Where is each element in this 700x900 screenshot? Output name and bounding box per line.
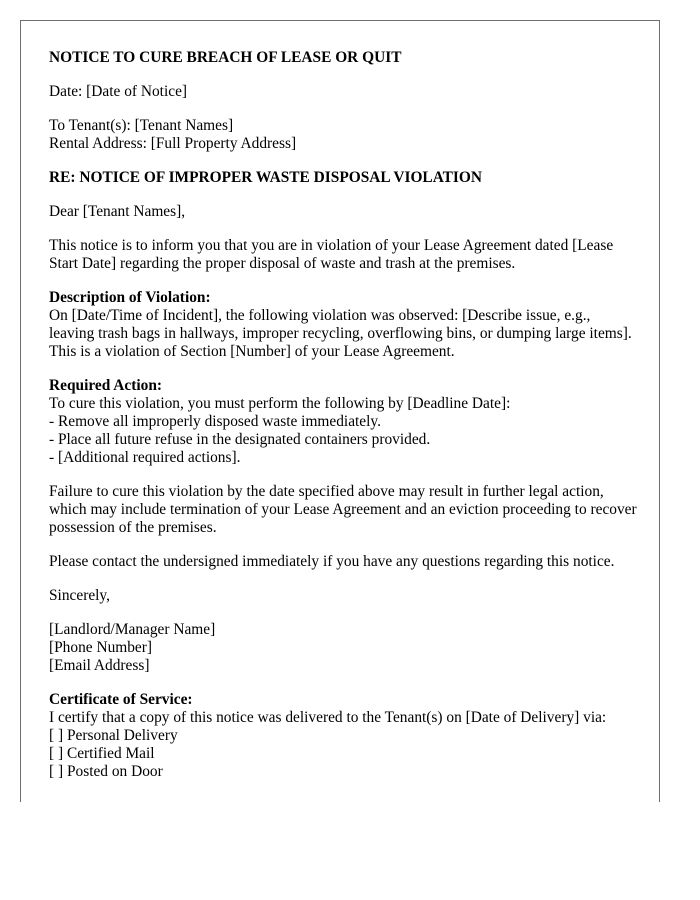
action-item: - Remove all improperly disposed waste immediately. bbox=[49, 413, 381, 430]
re-line: RE: NOTICE OF IMPROPER WASTE DISPOSAL VIOLATION bbox=[49, 169, 483, 186]
action-item: - [Additional required actions]. bbox=[49, 449, 241, 466]
failure-paragraph: Failure to cure this violation by the date specified above may result in further legal action, which may include termination of your Lease Agreement and an eviction proceeding to recover possession of the premises. bbox=[49, 483, 637, 536]
certificate-text: I certify that a copy of this notice was delivered to the Tenant(s) on [Date of Delivery] via: bbox=[49, 709, 607, 726]
required-action-intro: To cure this violation, you must perform the following by [Deadline Date]: bbox=[49, 395, 511, 412]
signature-name-line: [Landlord/Manager Name] bbox=[49, 621, 216, 638]
violation-section bbox=[49, 289, 639, 361]
salutation: Dear [Tenant Names], bbox=[49, 203, 186, 220]
delivery-option: [ ] Certified Mail bbox=[49, 745, 155, 762]
certificate-heading: Certificate of Service: bbox=[49, 691, 193, 708]
delivery-option: [ ] Posted on Door bbox=[49, 763, 163, 780]
signature-email-line: [Email Address] bbox=[49, 657, 150, 674]
document-page bbox=[20, 20, 660, 802]
violation-text: On [Date/Time of Incident], the following violation was observed: [Describe issue, e.g., leaving trash bags in hallways, improper recycling, overflowing bins, or dumping large items]. This is a violation of Section [Number] of your Lease Agreement. bbox=[49, 307, 632, 360]
notice-title: NOTICE TO CURE BREACH OF LEASE OR QUIT bbox=[49, 49, 402, 66]
violation-heading: Description of Violation: bbox=[49, 289, 211, 306]
contact-paragraph: Please contact the undersigned immediately if you have any questions regarding this notice. bbox=[49, 553, 615, 570]
certificate-section bbox=[49, 691, 639, 781]
document-content bbox=[49, 49, 639, 781]
required-action-section bbox=[49, 377, 639, 467]
intro-paragraph: This notice is to inform you that you are in violation of your Lease Agreement dated [Lease Start Date] regarding the proper disposal of waste and trash at the premises. bbox=[49, 237, 614, 272]
tenant-line: To Tenant(s): [Tenant Names] bbox=[49, 117, 234, 134]
closing: Sincerely, bbox=[49, 587, 110, 604]
delivery-option: [ ] Personal Delivery bbox=[49, 727, 178, 744]
signature-block bbox=[49, 621, 639, 675]
date-line: Date: [Date of Notice] bbox=[49, 83, 188, 100]
required-action-heading: Required Action: bbox=[49, 377, 163, 394]
recipient-block bbox=[49, 117, 639, 153]
rental-address-line: Rental Address: [Full Property Address] bbox=[49, 135, 297, 152]
action-item: - Place all future refuse in the designated containers provided. bbox=[49, 431, 431, 448]
signature-phone-line: [Phone Number] bbox=[49, 639, 153, 656]
